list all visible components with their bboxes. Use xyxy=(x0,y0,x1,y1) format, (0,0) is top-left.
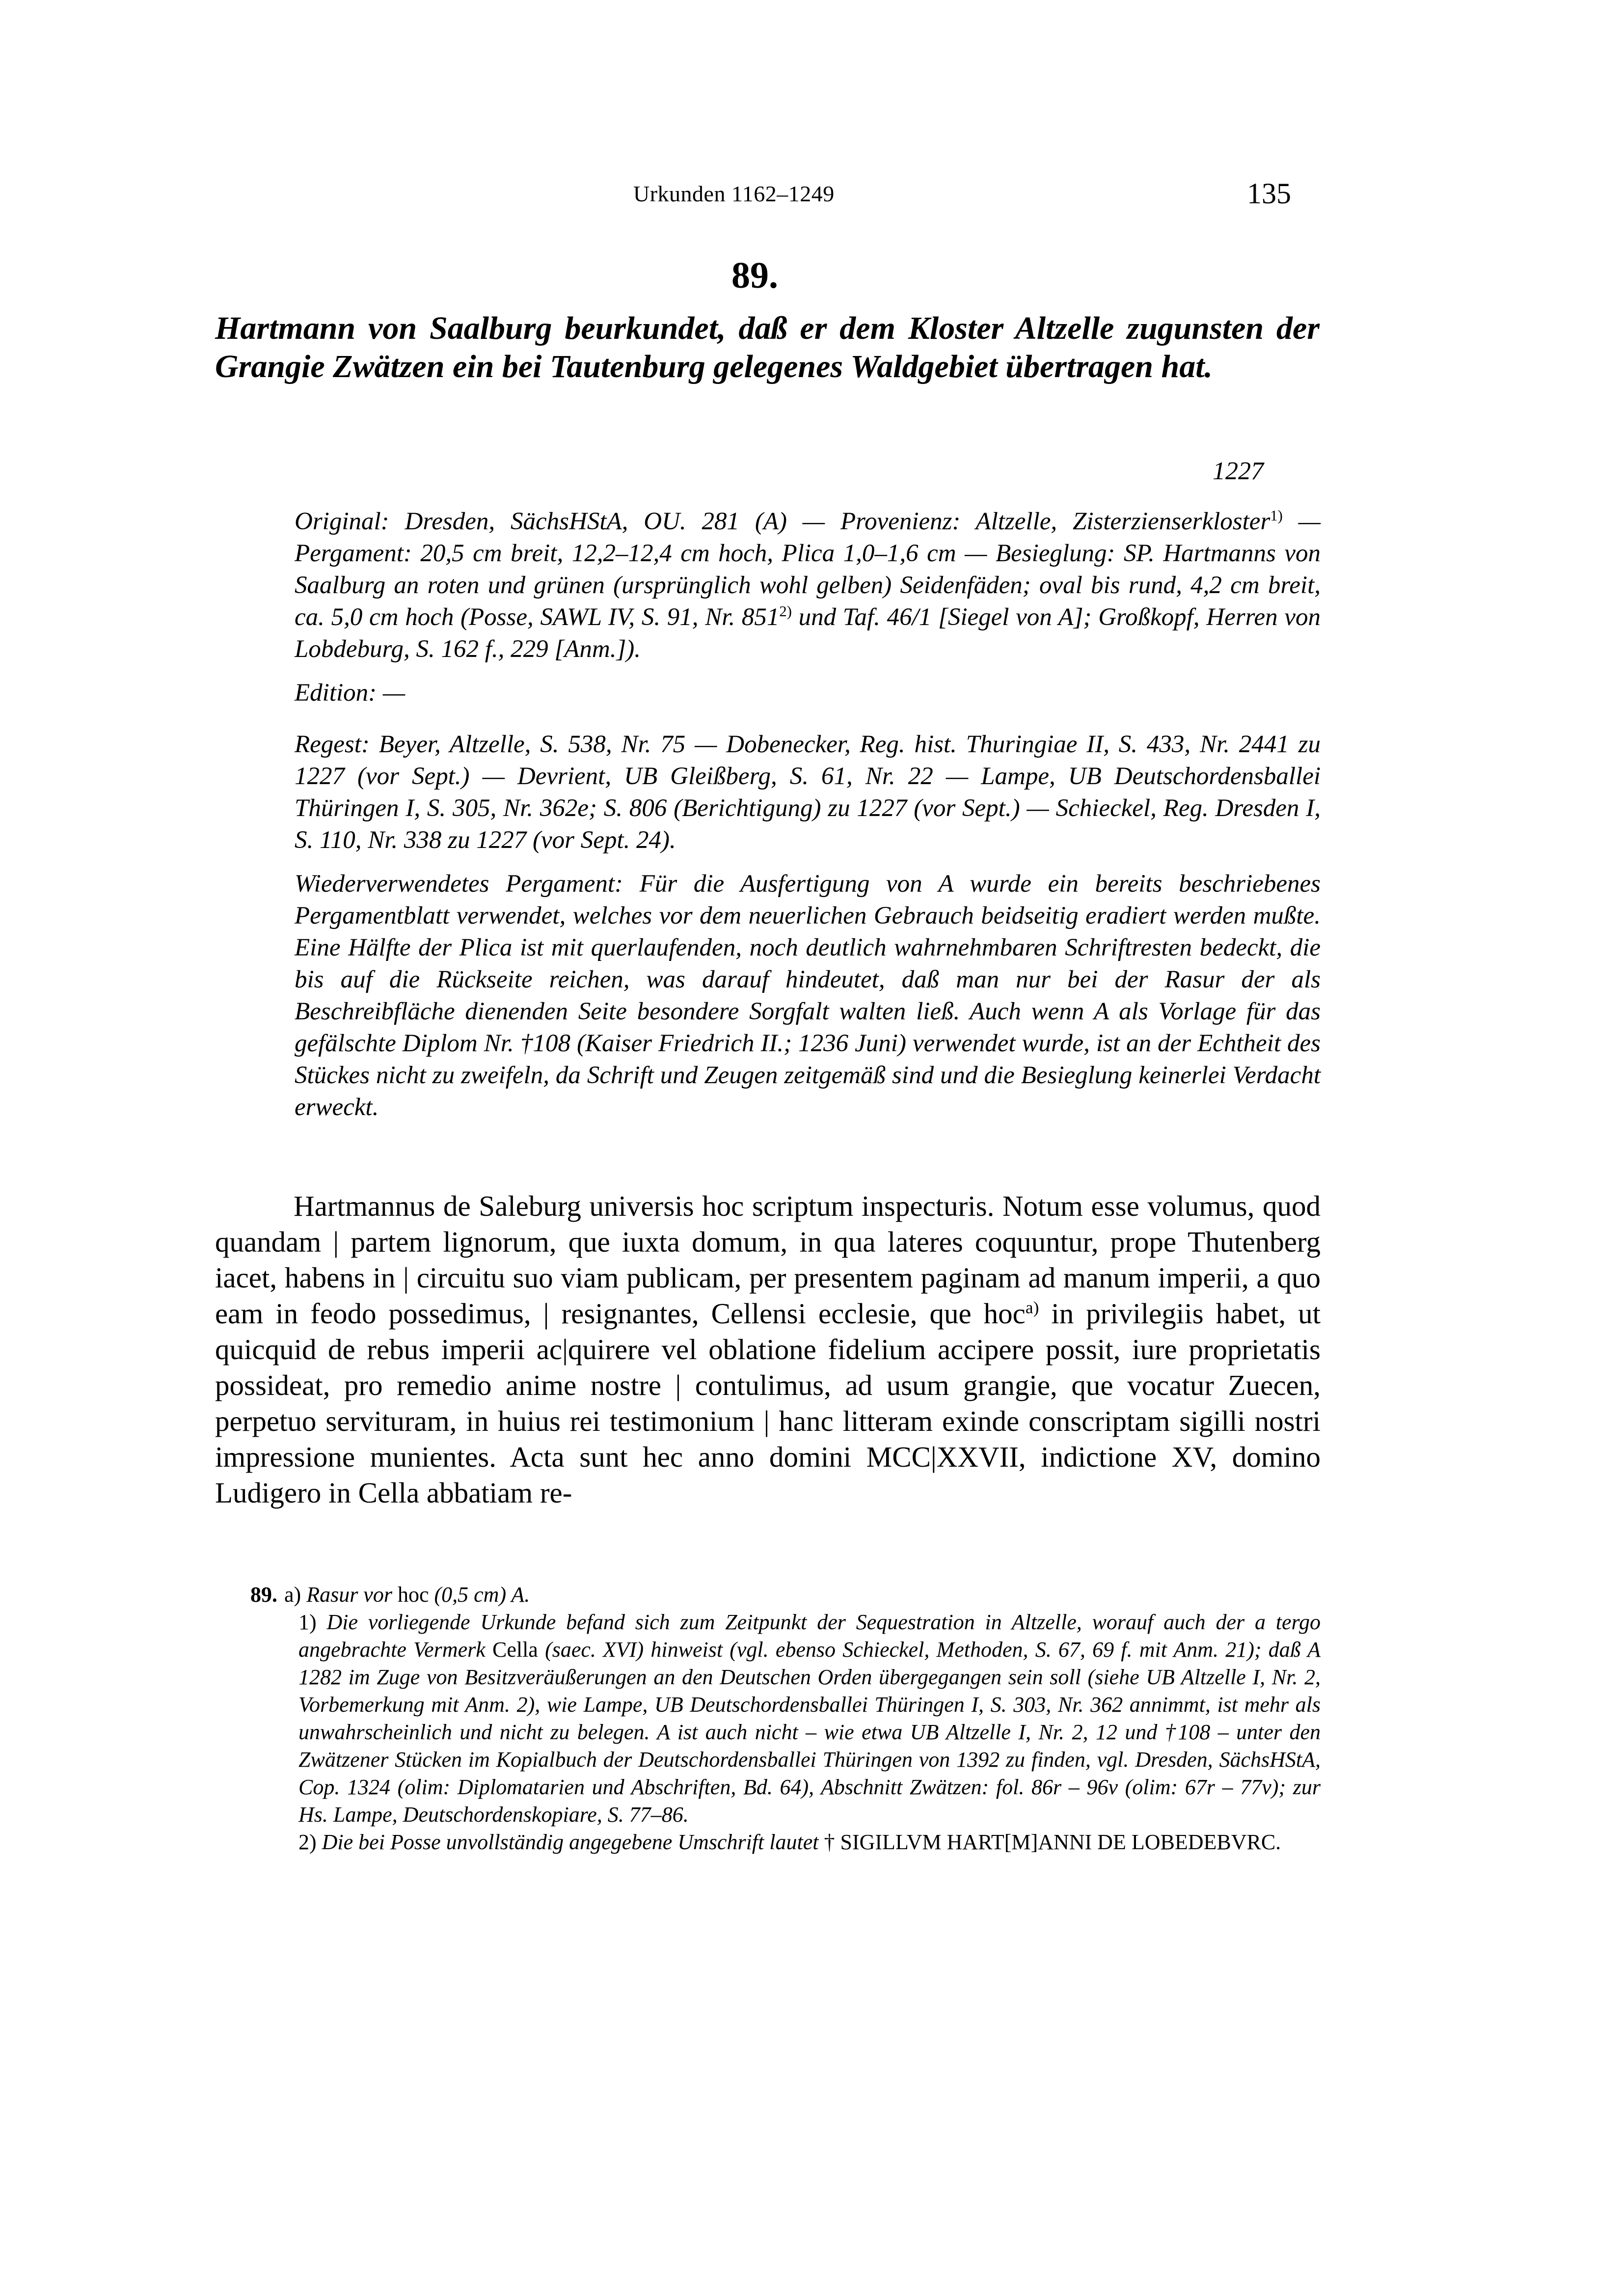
commentary-paragraph: Wiederverwendetes Pergament: Für die Ausfertigung von A wurde ein bereits beschriebenes Pergamentblatt verwendet, welches vor dem neuerlichen Gebrauch beidseitig eradiert werden mußte. Eine Hälfte der Plica ist mit querlaufenden, noch deutlich wahrnehmbaren Schriftresten bedeckt, die bis auf die Rückseite reichen, was darauf hindeutet, daß man nur bei der Rasur der als Beschreibfläche dienenden Seite besondere Sorgfalt walten ließ. Auch wenn A als Vorlage für das gefälschte Diplom Nr. †108 (Kaiser Friedrich II.; 1236 Juni) verwendet wurde, ist an der Echtheit des Stückes nicht zu zweifeln, da Schrift und Zeugen zeitgemäß sind und die Besieglung keinerlei Verdacht erweckt. xyxy=(295,870,1321,1121)
document-number: 89. xyxy=(731,255,778,296)
footnote-1: 1) Die vorliegende Urkunde befand sich zum Zeitpunkt der Sequestration in Altzelle, worauf auch der a tergo angebrachte Vermerk Cella (saec. XVI) hinweist (vgl. ebenso Schieckel, Methoden, S. 67, 69 f. mit Anm. 21); daß A 1282 im Zuge von Besitzveräußerungen an den Deutschen Orden übergegangen sein soll (siehe UB Altzelle I, Nr. 2, Vorbemerkung mit Anm. 2), wie Lampe, UB Deutschordensballei Thüringen I, S. 303, Nr. 362 annimmt, ist mehr als unwahrscheinlich und nicht zu belegen. A ist auch nicht – wie etwa UB Altzelle I, Nr. 2, 12 und †108 – unter den Zwätzener Stücken im Kopialbuch der Deutschordensballei Thüringen von 1392 zu finden, vgl. Dresden, SächsHStA, Cop. 1324 (olim: Diplomatarien und Abschriften, Bd. 64), Abschnitt Zwätzen: fol. 86r – 96v (olim: 67r – 77v); zur Hs. Lampe, Deutschordenskopiare, S. 77–86. xyxy=(298,1610,1321,1827)
apparatus xyxy=(295,506,1321,1123)
document-date: 1227 xyxy=(1213,457,1264,485)
page-number: 135 xyxy=(1247,177,1291,210)
charter-text: Hartmannus de Saleburg universis hoc scriptum inspecturis. Notum esse volumus, quod quandam | partem lignorum, que iuxta domum, in qua lateres coquuntur, prope Thutenberg iacet, habens in | circuitu suo viam publicam, per presentem paginam ad manum imperii, a quo eam in feodo possedimus, | resignantes, Cellensi ecclesie, que hoc$^{a)}$ in privilegiis habet, ut quicquid de rebus imperii ac|quirere vel oblatione fidelium accipere possit, iure proprietatis possideat, pro remedio anime nostre | contulimus, ad usum grangie, que vocatur Zuecen, perpetuo servituram, in huius rei testimonium | hanc litteram exinde conscriptam sigilli nostri impressione munientes. Acta sunt hec anno domini MCC|XXVII, indictione XV, domino Ludigero in Cella abbatiam re- xyxy=(215,1190,1321,1509)
footnote-2: 2) Die bei Posse unvollständig angegebene Umschrift lautet † SIGILLVM HART[M]ANNI DE LOBEDEBVRC. xyxy=(298,1830,1281,1854)
footnote-number: 89. xyxy=(250,1583,277,1607)
regest-paragraph: Regest: Beyer, Altzelle, S. 538, Nr. 75 — Dobenecker, Reg. hist. Thuringiae II, S. 433, Nr. 2441 zu 1227 (vor Sept.) — Devrient, UB Gleißberg, S. 61, Nr. 22 — Lampe, UB Deutschordensballei Thüringen I, S. 305, Nr. 362e; S. 806 (Berichtigung) zu 1227 (vor Sept.) — Schieckel, Reg. Dresden I, S. 110, Nr. 338 zu 1227 (vor Sept. 24). xyxy=(295,731,1321,854)
footnote-ref-1: 1) xyxy=(1270,507,1283,524)
footnotes xyxy=(250,1581,1321,1856)
text-note-ref-a: a) xyxy=(1025,1297,1039,1317)
original-description: Original: Dresden, SächsHStA, OU. 281 (A) — Provenienz: Altzelle, Zisterzienserkloster$^{1)}$ — Pergament: 20,5 cm breit, 12,2–12,4 cm hoch, Plica 1,0–1,6 cm — Besieglung: SP. Hartmanns von Saalburg an roten und grünen (ursprünglich wohl gelben) Seidenfäden; oval bis rund, 4,2 cm breit, ca. 5,0 cm hoch (Posse, SAWL IV, S. 91, Nr. 851$^{2)}$ und Taf. 46/1 [Siegel von A]; Großkopf, Herren von Lobdeburg, S. 162 f., 229 [Anm.]). xyxy=(295,507,1321,663)
document-title: Hartmann von Saalburg beurkundet, daß er dem Kloster Altzelle zugunsten der Grangie Zwätzen ein bei Tautenburg gelegenes Waldgebiet übertragen hat. xyxy=(215,310,1320,384)
running-head: Urkunden 1162–1249 xyxy=(633,181,835,206)
footnote-ref-2: 2) xyxy=(779,603,792,620)
footnote-a: 89. a) Rasur vor hoc (0,5 cm) A. xyxy=(250,1583,530,1607)
edition-line: Edition: — xyxy=(295,679,406,707)
